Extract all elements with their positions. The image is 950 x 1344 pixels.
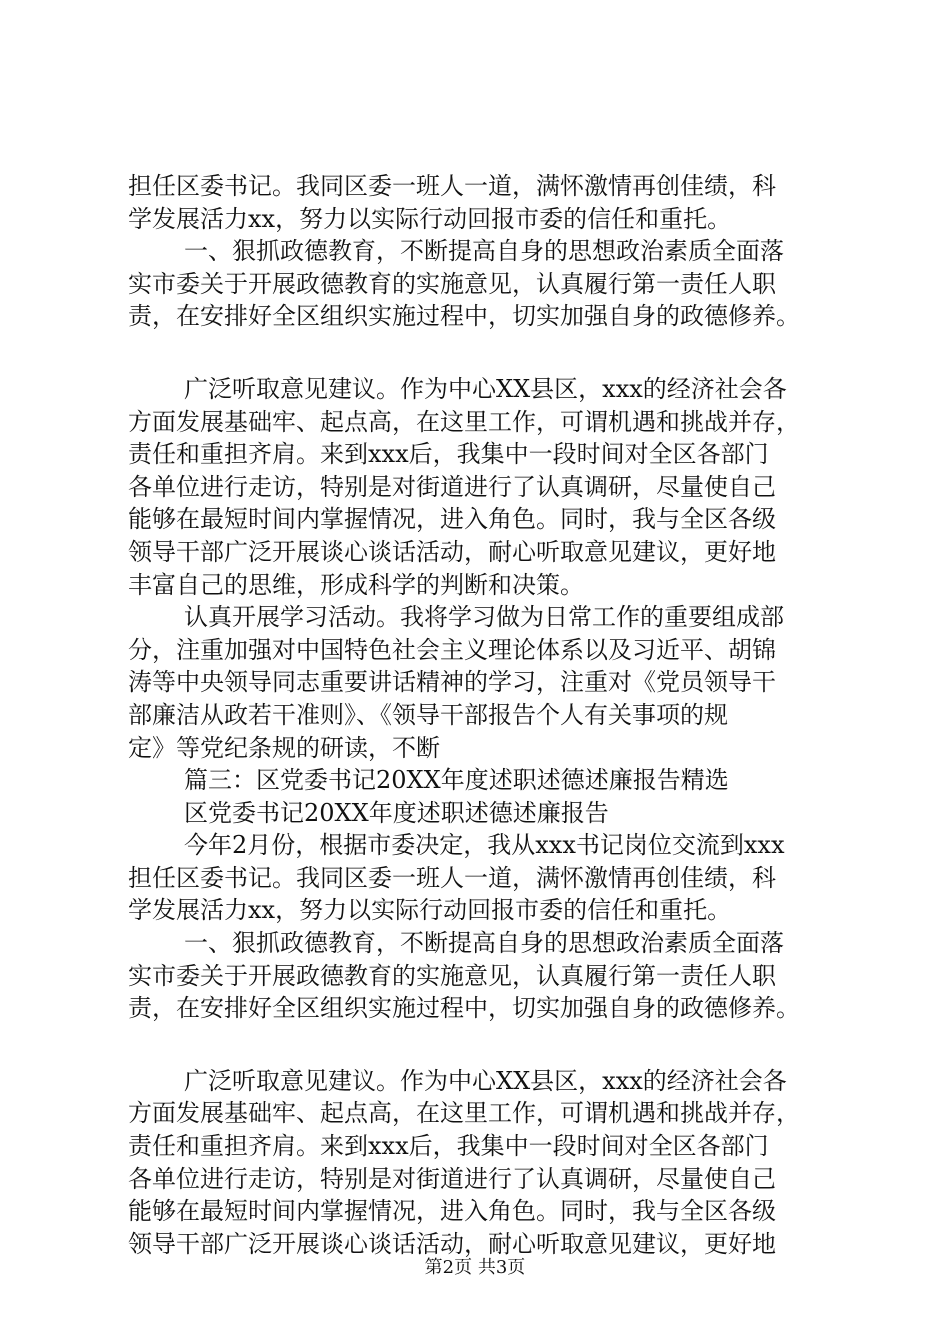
text-line: 能够在最短时间内掌握情况，进入角色。同时，我与全区各级 — [128, 505, 776, 534]
text-line: 认真开展学习活动。我将学习做为日常工作的重要组成部 — [184, 603, 784, 632]
text-line: 部廉洁从政若干准则》、《领导干部报告个人有关事项的规 — [128, 700, 728, 729]
text-line: 实市委关于开展政德教育的实施意见，认真履行第一责任人职 — [128, 961, 776, 990]
paragraph-gap — [128, 1025, 858, 1065]
text-line: 责，在安排好全区组织实施过程中，切实加强自身的政德修养。 — [128, 302, 800, 331]
text-line: 广泛听取意见建议。作为中心XX县区，xxx的经济社会各 — [184, 1066, 787, 1095]
text-line: 今年2月份，根据市委决定，我从xxx书记岗位交流到xxx — [184, 831, 785, 860]
text-line: 学发展活力xx，努力以实际行动回报市委的信任和重托。 — [128, 204, 732, 233]
text-line: 广泛听取意见建议。作为中心XX县区，xxx的经济社会各 — [184, 374, 787, 403]
text-line: 一、狠抓政德教育，不断提高自身的思想政治素质全面落 — [184, 929, 784, 958]
text-line: 各单位进行走访，特别是对街道进行了认真调研，尽量使自己 — [128, 1164, 776, 1193]
text-line: 丰富自己的思维，形成科学的判断和决策。 — [128, 570, 584, 599]
text-line: 责任和重担齐肩。来到xxx后，我集中一段时间对全区各部门 — [128, 440, 769, 469]
text-line: 领导干部广泛开展谈心谈话活动，耐心听取意见建议，更好地 — [128, 1229, 776, 1258]
text-line: 担任区委书记。我同区委一班人一道，满怀激情再创佳绩，科 — [128, 172, 776, 200]
text-line: 担任区委书记。我同区委一班人一道，满怀激情再创佳绩，科 — [128, 863, 776, 892]
text-line: 各单位进行走访，特别是对街道进行了认真调研，尽量使自己 — [128, 472, 776, 501]
section-heading: 篇三：区党委书记20XX年度述职述德述廉报告精选 — [184, 766, 729, 795]
paragraph-gap — [128, 333, 858, 373]
text-line: 方面发展基础牢、起点高，在这里工作，可谓机遇和挑战并存， — [128, 407, 800, 436]
page-number-label: 第2页 共3页 — [424, 1257, 526, 1278]
text-line: 涛等中央领导同志重要讲话精神的学习，注重对《党员领导干 — [128, 668, 776, 697]
document-body — [128, 170, 858, 1260]
text-line: 领导干部广泛开展谈心谈话活动，耐心听取意见建议，更好地 — [128, 537, 776, 566]
text-line: 学发展活力xx，努力以实际行动回报市委的信任和重托。 — [128, 896, 732, 925]
text-line: 方面发展基础牢、起点高，在这里工作，可谓机遇和挑战并存， — [128, 1099, 800, 1128]
text-line: 实市委关于开展政德教育的实施意见，认真履行第一责任人职 — [128, 269, 776, 298]
page-footer — [0, 1256, 950, 1280]
text-line: 责，在安排好全区组织实施过程中，切实加强自身的政德修养。 — [128, 994, 800, 1023]
text-line: 定》等党纪条规的研读，不断 — [128, 733, 440, 762]
report-title: 区党委书记20XX年度述职述德述廉报告 — [184, 798, 609, 827]
text-line: 能够在最短时间内掌握情况，进入角色。同时，我与全区各级 — [128, 1197, 776, 1226]
text-line: 责任和重担齐肩。来到xxx后，我集中一段时间对全区各部门 — [128, 1132, 769, 1161]
text-line: 分，注重加强对中国特色社会主义理论体系以及习近平、胡锦 — [128, 635, 776, 664]
text-line: 一、狠抓政德教育，不断提高自身的思想政治素质全面落 — [184, 237, 784, 266]
